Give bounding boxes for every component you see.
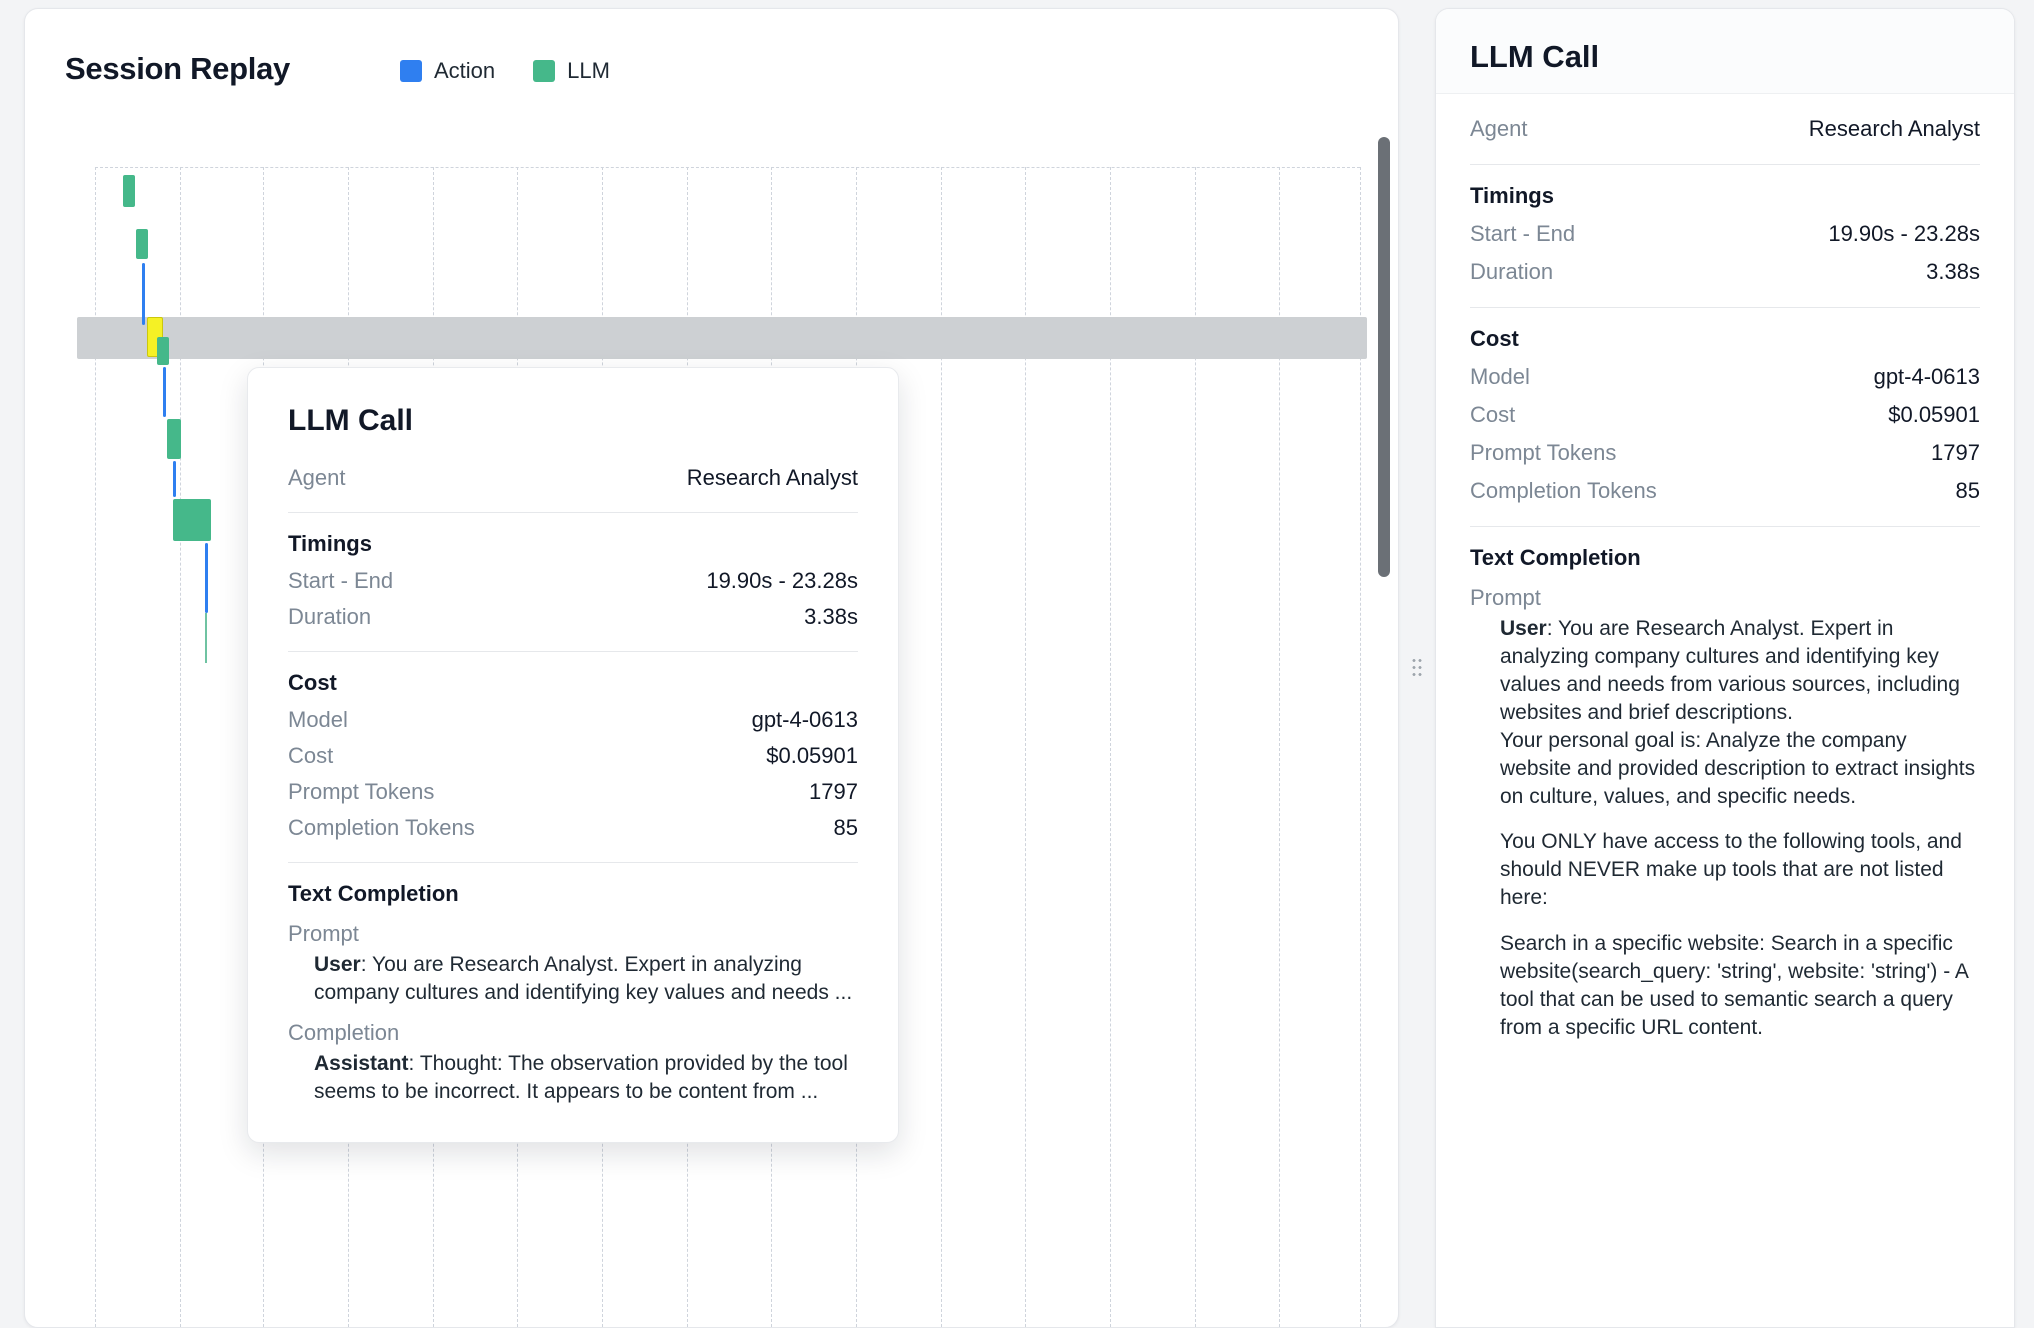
tooltip-agent-label: Agent: [288, 465, 346, 490]
tooltip-start-end-value: 19.90s - 23.28s: [706, 568, 858, 593]
tooltip-timings-title: Timings: [288, 531, 372, 556]
timeline-bar-action[interactable]: [173, 461, 176, 497]
detail-model-row: [1470, 358, 1980, 396]
legend-label-llm: LLM: [567, 58, 610, 83]
detail-header: [1436, 9, 2014, 94]
timeline-top-border: [95, 167, 1360, 168]
action-color-swatch-icon: [400, 60, 422, 82]
tooltip-model-row: [288, 702, 858, 738]
detail-prompt-tokens-value: 1797: [1931, 440, 1980, 465]
llm-call-tooltip: [247, 367, 899, 1143]
detail-duration-value: 3.38s: [1926, 259, 1980, 284]
tooltip-cost-value: $0.05901: [766, 743, 858, 768]
tooltip-start-end-row: [288, 563, 858, 599]
tooltip-prompt-label: Prompt: [288, 921, 359, 946]
timeline-bar-action[interactable]: [163, 367, 166, 417]
tooltip-title: LLM Call: [288, 404, 413, 437]
detail-agent-row: [1470, 110, 1980, 148]
tooltip-completion-role: Assistant: [314, 1052, 409, 1076]
tooltip-completion-message: [288, 1050, 858, 1105]
detail-start-end-row: [1470, 215, 1980, 253]
panel-splitter[interactable]: [1399, 8, 1435, 1328]
tooltip-cost-label: Cost: [288, 743, 334, 768]
llm-call-detail-panel: [1435, 8, 2015, 1328]
detail-agent-label: Agent: [1470, 116, 1528, 141]
detail-start-end-value: 19.90s - 23.28s: [1828, 221, 1980, 246]
tooltip-cost-row: [288, 738, 858, 774]
timeline-bar-action[interactable]: [142, 263, 145, 325]
tooltip-duration-value: 3.38s: [804, 604, 858, 629]
timeline-connector: [205, 613, 207, 663]
tooltip-completion-text: : Thought: The observation provided by the tool seems to be incorrect. It appears to be content from ...: [314, 1052, 848, 1104]
detail-title: LLM Call: [1470, 39, 1600, 74]
divider: [288, 512, 858, 513]
detail-prompt-tokens-label: Prompt Tokens: [1470, 440, 1617, 465]
detail-body: [1436, 94, 2014, 1070]
tooltip-prompt-message: [288, 951, 858, 1006]
tooltip-model-value: gpt-4-0613: [751, 707, 858, 732]
detail-timings-title: Timings: [1470, 183, 1554, 208]
divider: [1470, 307, 1980, 308]
timeline-bar-llm[interactable]: [167, 419, 181, 459]
timeline-parent-span[interactable]: [77, 317, 1367, 359]
detail-prompt-role: User: [1500, 617, 1547, 640]
tooltip-text-completion-title: Text Completion: [288, 881, 459, 906]
detail-cost-label: Cost: [1470, 402, 1516, 427]
legend: [400, 58, 610, 84]
divider: [1470, 526, 1980, 527]
detail-completion-tokens-value: 85: [1955, 478, 1980, 503]
detail-prompt-label: Prompt: [1470, 585, 1541, 610]
detail-cost-value: $0.05901: [1888, 402, 1980, 427]
detail-prompt-tokens-row: [1470, 434, 1980, 472]
replay-header: [25, 9, 1398, 87]
tooltip-completion-tokens-row: [288, 810, 858, 846]
detail-start-end-label: Start - End: [1470, 221, 1576, 246]
tooltip-model-label: Model: [288, 707, 348, 732]
divider: [288, 651, 858, 652]
session-replay-panel: [24, 8, 1399, 1328]
tooltip-cost-title: Cost: [288, 670, 337, 695]
timeline-bar-llm[interactable]: [123, 175, 135, 207]
timeline-bar-action[interactable]: [205, 543, 208, 613]
tooltip-prompt-text: : You are Research Analyst. Expert in analyzing company cultures and identifying key values and needs ...: [314, 953, 853, 1004]
divider: [288, 862, 858, 863]
page-title: Session Replay: [65, 51, 290, 86]
detail-prompt-content: [1470, 615, 1980, 1042]
detail-prompt-paragraph: You ONLY have access to the following tools, and should NEVER make up tools that are not listed here:: [1500, 830, 1962, 910]
detail-model-label: Model: [1470, 364, 1530, 389]
tooltip-prompt-tokens-row: [288, 774, 858, 810]
tooltip-duration-row: [288, 599, 858, 635]
tooltip-prompt-tokens-value: 1797: [809, 779, 858, 804]
drag-handle-icon[interactable]: [1411, 657, 1423, 679]
detail-completion-tokens-label: Completion Tokens: [1470, 478, 1657, 503]
timeline-bar-llm[interactable]: [136, 229, 148, 259]
tooltip-prompt-role: User: [314, 953, 361, 976]
detail-cost-row: [1470, 396, 1980, 434]
detail-cost-title: Cost: [1470, 326, 1519, 351]
detail-duration-label: Duration: [1470, 259, 1554, 284]
tooltip-duration-label: Duration: [288, 604, 372, 629]
llm-color-swatch-icon: [533, 60, 555, 82]
tooltip-prompt-tokens-label: Prompt Tokens: [288, 779, 435, 804]
tooltip-completion-label: Completion: [288, 1020, 400, 1046]
tooltip-completion-tokens-value: 85: [833, 815, 858, 840]
detail-completion-tokens-row: [1470, 472, 1980, 510]
replay-scrollbar[interactable]: [1378, 137, 1390, 577]
timeline-bar-llm[interactable]: [173, 499, 211, 541]
detail-duration-row: [1470, 253, 1980, 291]
tooltip-completion-tokens-label: Completion Tokens: [288, 815, 475, 840]
detail-agent-value: Research Analyst: [1808, 116, 1980, 141]
detail-prompt-text-2: Your personal goal is: Analyze the company website and provided description to extract insights on culture, values, and specific needs.: [1500, 728, 1976, 808]
timeline-bar-llm[interactable]: [157, 337, 169, 365]
tooltip-start-end-label: Start - End: [288, 568, 394, 593]
detail-prompt-text-1: : You are Research Analyst. Expert in analyzing company cultures and identifying key values and needs from various sources, including websites and brief descriptions.: [1500, 617, 1960, 724]
detail-text-completion-title: Text Completion: [1470, 545, 1641, 570]
divider: [1470, 164, 1980, 165]
detail-prompt-paragraph: [1500, 615, 1980, 810]
detail-model-value: gpt-4-0613: [1873, 364, 1980, 389]
legend-item-llm: [533, 58, 610, 84]
legend-label-action: Action: [433, 58, 496, 83]
tooltip-agent-row: [288, 460, 858, 496]
legend-item-action: [400, 58, 495, 84]
detail-prompt-paragraph: Search in a specific website: Search in a specific website(search_query: 'string', website: 'string') - A tool that can be used to semantic search a query from a specific URL content.: [1500, 932, 1968, 1039]
tooltip-agent-value: Research Analyst: [686, 465, 858, 490]
